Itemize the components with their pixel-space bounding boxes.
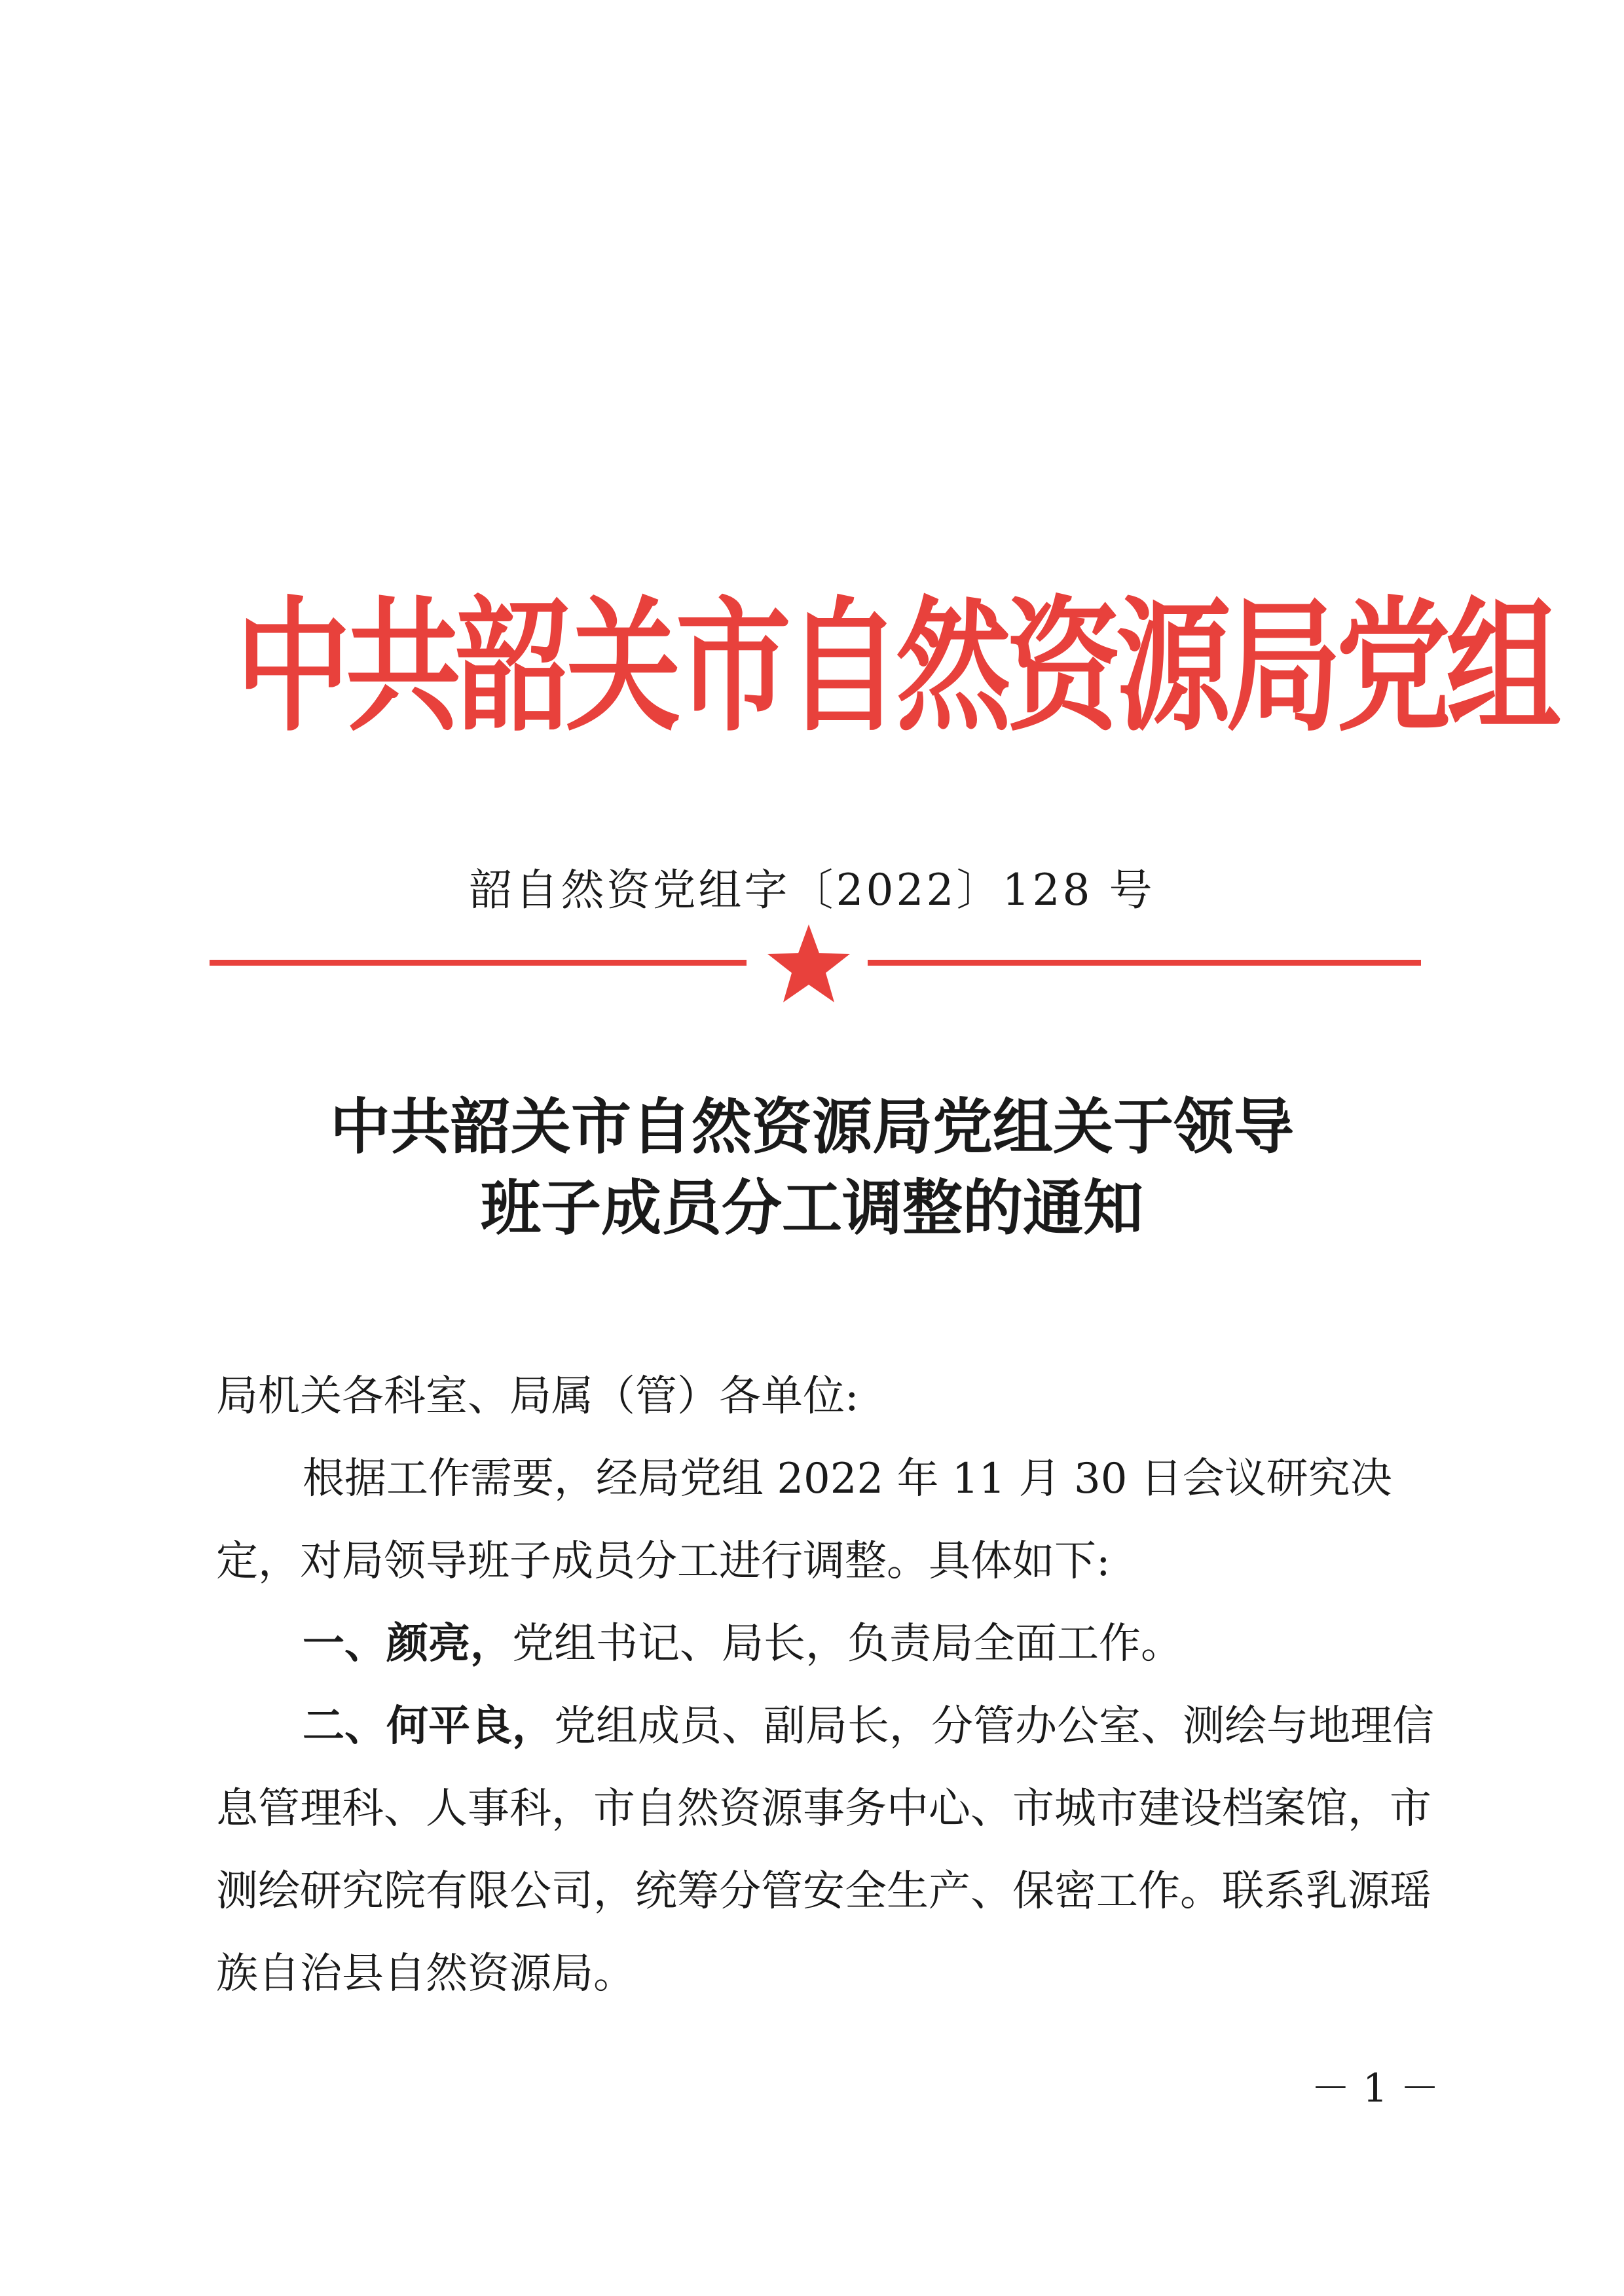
assignment-item (216, 1685, 1434, 2015)
document-number: 韶自然资党组字〔2022〕128 号 (469, 865, 1155, 915)
page-number: － 1 － (1310, 2066, 1440, 2111)
assignment-text: 党组书记、局长，负责局全面工作。 (512, 1620, 1183, 1668)
title-line-1: 中共韶关市自然资源局党组关于领导 (329, 1092, 1294, 1162)
assignment-label: 二、何平良， (303, 1702, 554, 1751)
red-masthead: 中共韶关市自然资源局党组 (236, 583, 1557, 752)
intro-paragraph: 根据工作需要，经局党组 2022 年 11 月 30 日会议研究决定，对局领导班子成员分工进行调整。具体如下: (216, 1455, 1392, 1586)
red-separator (210, 923, 1421, 1008)
title-line-2: 班子成员分工调整的通知 (480, 1173, 1143, 1243)
separator-line-left (210, 960, 747, 966)
separator-line-right (868, 960, 1421, 966)
assignment-label: 一、颜亮， (303, 1620, 512, 1668)
notice-title (249, 1087, 1375, 1249)
salutation: 局机关各科室、局属（管）各单位: (216, 1372, 859, 1421)
assignment-text: 党组成员、副局长，分管办公室、测绘与地理信息管理科、人事科，市自然资源事务中心、市城市建设档案馆，市测绘研究院有限公司，统筹分管安全生产、保密工作。联系乳源瑶族自治县自然资源局。 (216, 1702, 1434, 1998)
assignment-item (216, 1603, 1434, 1685)
star-icon (767, 924, 850, 1002)
notice-body (216, 1355, 1434, 2015)
